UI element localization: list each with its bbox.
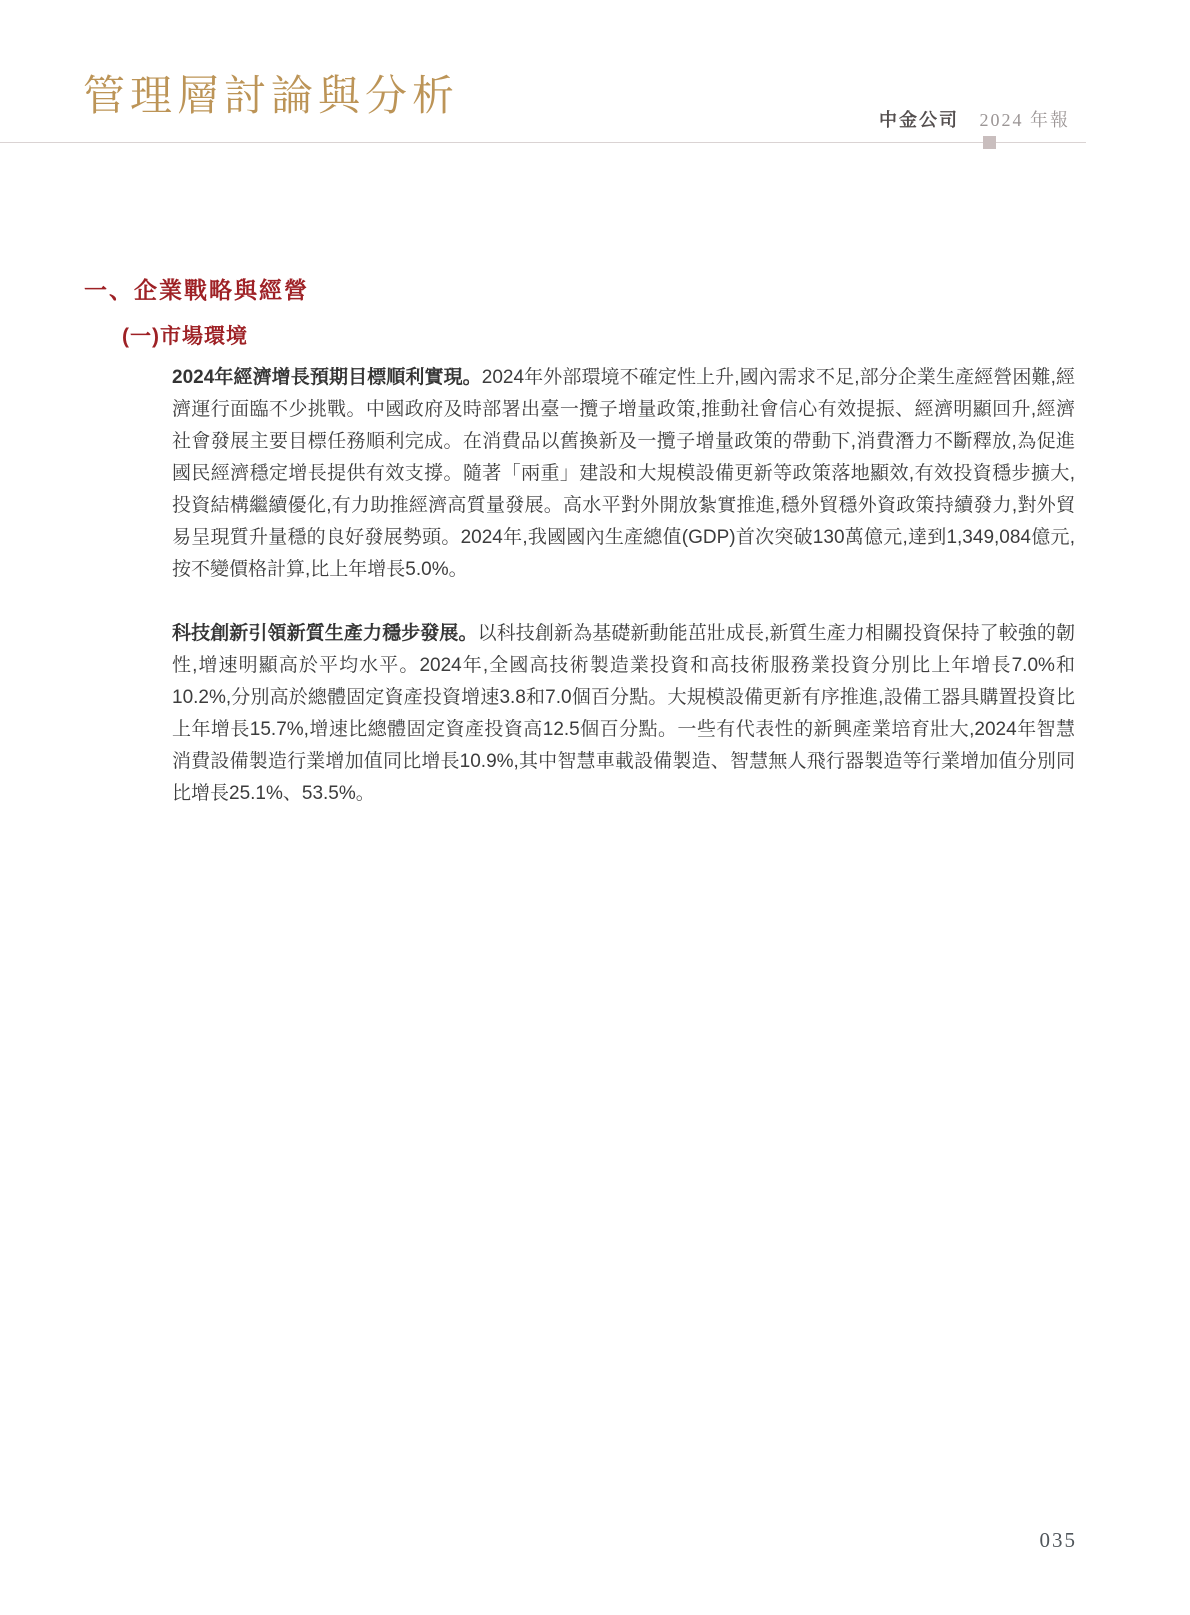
report-year: 2024 年報 [979, 110, 1070, 130]
paragraph-economic-growth [172, 362, 1075, 586]
header-meta [879, 106, 1070, 132]
paragraph-tech-innovation [172, 618, 1075, 810]
header-divider-square-marker [983, 136, 996, 149]
paragraph-body: 以科技創新為基礎新動能茁壯成長,新質生產力相關投資保持了較強的韌性,增速明顯高於平均水平。2024年,全國高技術製造業投資和高技術服務業投資分別比上年增長7.0%和10.2%,分別高於總體固定資產投資增速3.8和7.0個百分點。大規模設備更新有序推進,設備工器具購置投資比上年增長15.7%,增速比總體固定資產投資高12.5個百分點。一些有代表性的新興產業培育壯大,2024年智慧消費設備製造行業增加值同比增長10.9%,其中智慧車載設備製造、智慧無人飛行器製造等行業增加值分別同比增長25.1%、53.5%。 [172, 623, 1075, 804]
paragraph-lead: 科技創新引領新質生產力穩步發展。 [172, 623, 478, 644]
paragraph-body: 2024年外部環境不確定性上升,國內需求不足,部分企業生產經營困難,經濟運行面臨不少挑戰。中國政府及時部署出臺一攬子增量政策,推動社會信心有效提振、經濟明顯回升,經濟社會發展主要目標任務順利完成。在消費品以舊換新及一攬子增量政策的帶動下,消費潛力不斷釋放,為促進國民經濟穩定增長提供有效支撐。隨著「兩重」建設和大規模設備更新等政策落地顯效,有效投資穩步擴大,投資結構繼續優化,有力助推經濟高質量發展。高水平對外開放紮實推進,穩外貿穩外資政策持續發力,對外貿易呈現質升量穩的良好發展勢頭。2024年,我國國內生產總值(GDP)首次突破130萬億元,達到1,349,084億元,按不變價格計算,比上年增長5.0%。 [172, 367, 1075, 580]
page-number: 035 [1039, 1528, 1077, 1552]
page-title: 管理層討論與分析 [83, 74, 460, 120]
company-name: 中金公司 [879, 110, 959, 130]
paragraph-lead: 2024年經濟增長預期目標順利實現。 [172, 367, 482, 388]
body-text-block [172, 362, 1075, 842]
header-divider-line [0, 142, 1086, 143]
section-heading: 一、企業戰略與經營 [84, 277, 309, 303]
subsection-heading: (一)市場環境 [122, 325, 248, 348]
